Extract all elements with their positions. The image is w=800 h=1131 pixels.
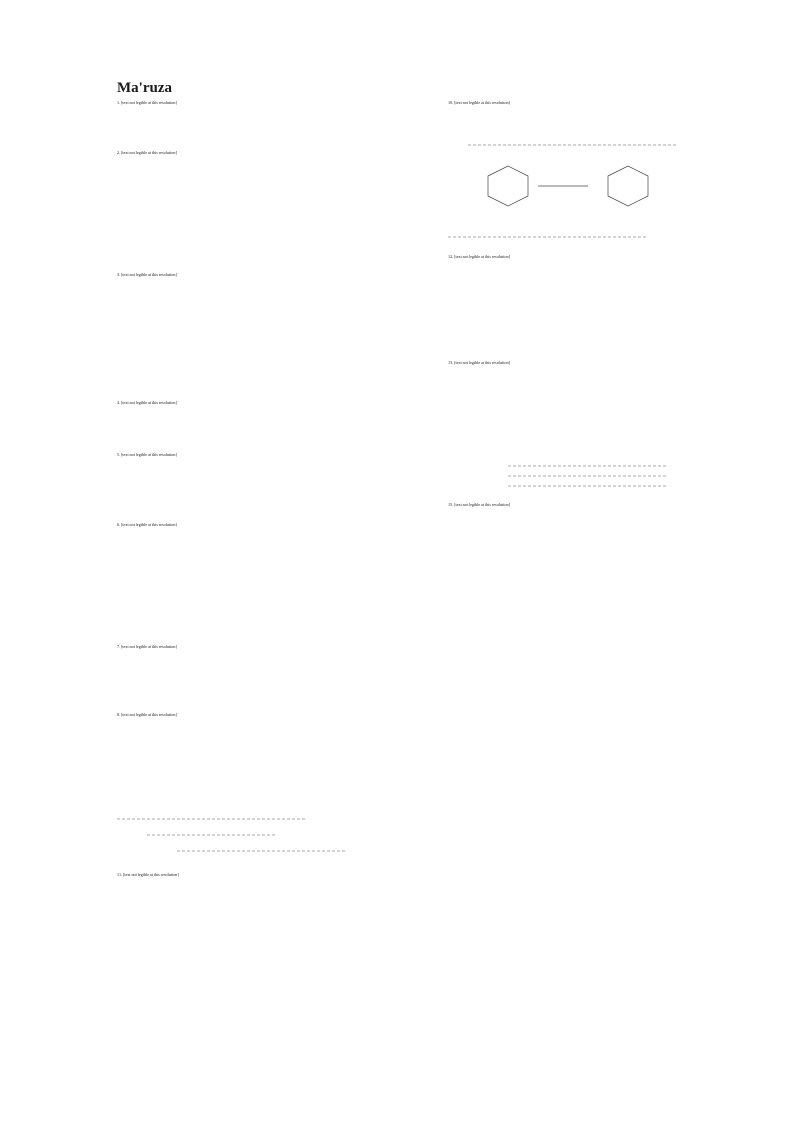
- paragraph-4: 4. [text not legible at this resolution]: [117, 400, 177, 405]
- paragraph-5: 5. [text not legible at this resolution]: [117, 452, 177, 457]
- paragraph-11: 11. [text not legible at this resolution]: [117, 872, 179, 877]
- paragraph-7: 7. [text not legible at this resolution]: [117, 644, 177, 649]
- paragraph-6: 6. [text not legible at this resolution]: [117, 522, 177, 527]
- paragraph-8: 8. [text not legible at this resolution]: [117, 712, 177, 717]
- paragraph-1: 1. [text not legible at this resolution]: [117, 100, 177, 105]
- paragraph-10: 10. [text not legible at this resolution]: [448, 100, 510, 105]
- paragraph-15: 15. [text not legible at this resolution]: [448, 502, 510, 507]
- reaction-scheme: [448, 460, 766, 496]
- formula-line: [117, 830, 429, 840]
- formula-line: [117, 846, 429, 856]
- reaction-scheme: [448, 156, 766, 226]
- paragraph-13: 13. [text not legible at this resolution]: [448, 360, 510, 365]
- page-title: Ma'ruza: [117, 80, 172, 96]
- formula-line: [448, 232, 766, 242]
- left-column: [117, 100, 429, 1010]
- paragraph-12: 12. [text not legible at this resolution]: [448, 254, 510, 259]
- paragraph-3: 3. [text not legible at this resolution]: [117, 272, 177, 277]
- formula-line: [117, 814, 429, 824]
- paragraph-2: 2. [text not legible at this resolution]: [117, 150, 177, 155]
- right-column: [448, 100, 766, 662]
- formula-line: [448, 140, 766, 150]
